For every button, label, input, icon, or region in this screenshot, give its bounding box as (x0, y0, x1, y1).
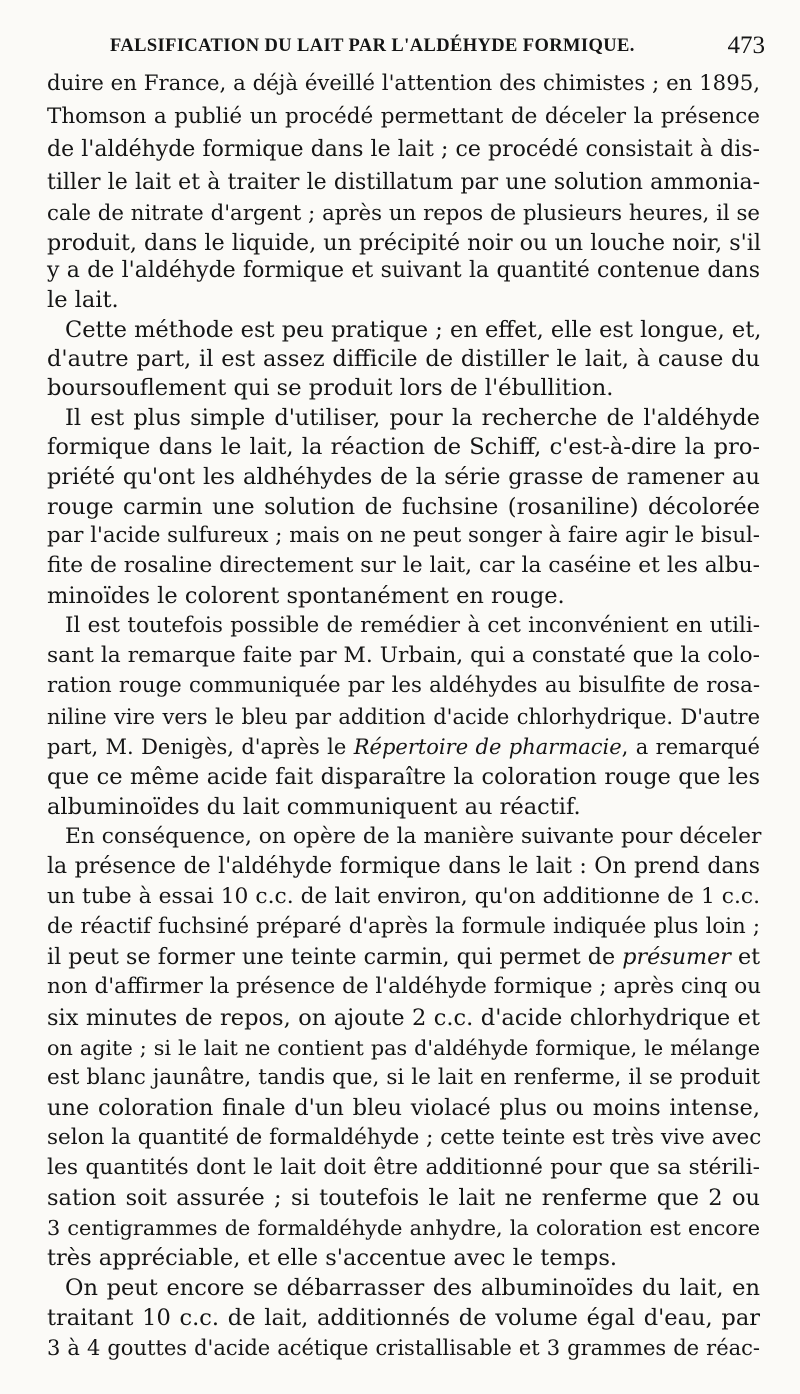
text-line: que ce même acide fait disparaître la coloration rouge que les (47, 764, 760, 790)
text-line: tiller le lait et à traiter le distillatum par une solution ammonia- (47, 170, 760, 195)
text-line: les quantités dont le lait doit être additionné pour que sa stérili- (47, 1155, 760, 1180)
text-line: le lait. (47, 287, 119, 313)
page-number: 473 (727, 32, 765, 59)
text-line: En conséquence, on opère de la manière suivante pour déceler (65, 824, 762, 849)
text-line: Cette méthode est peu pratique ; en effet, elle est longue, et, (65, 317, 762, 343)
text-line: priété qu'ont les aldhéhydes de la série grasse de ramener au (47, 464, 760, 490)
text-line: sant la remarque faite par M. Urbain, qui a constaté que la colo- (47, 643, 760, 668)
text-line: très appréciable, et elle s'accentue avec le temps. (47, 1245, 618, 1271)
text-line: Thomson a publié un procédé permettant de déceler la présence (47, 104, 760, 129)
text-line: selon la quantité de formaldéhyde ; cette teinte est très vive avec (47, 1125, 762, 1150)
text-line: il peut se former une teinte carmin, qui permet de présumer et (47, 944, 761, 970)
text-line: 3 à 4 gouttes d'acide acétique cristallisable et 3 grammes de réac- (47, 1336, 760, 1360)
text-line: y a de l'aldéhyde formique et suivant la quantité contenue dans (47, 258, 760, 283)
running-title: FALSIFICATION DU LAIT PAR L'ALDÉHYDE FORMIQUE. (110, 36, 635, 56)
text-line: la présence de l'aldéhyde formique dans le lait : On prend dans (47, 854, 760, 879)
text-line: sation soit assurée ; si toutefois le lait ne renferme que 2 ou (47, 1185, 760, 1211)
text-line: produit, dans le liquide, un précipité noir ou un louche noir, s'il (47, 230, 762, 256)
text-line: un tube à essai 10 c.c. de lait environ, qu'on additionne de 1 c.c. (47, 884, 760, 909)
text-line: formique dans le lait, la réaction de Schiff, c'est-à-dire la pro- (47, 434, 760, 460)
text-line: albuminoïdes du lait communiquent au réactif. (47, 794, 581, 820)
text-line: de réactif fuchsiné préparé d'après la formule indiquée plus loin ; (47, 914, 760, 939)
text-line: six minutes de repos, on ajoute 2 c.c. d'acide chlorhydrique et (47, 1005, 760, 1031)
text-line: de l'aldéhyde formique dans le lait ; ce procédé consistait à dis- (47, 137, 760, 162)
text-line: duire en France, a déjà éveillé l'attention des chimistes ; en 1895, (47, 71, 760, 96)
text-line: non d'affirmer la présence de l'aldéhyde formique ; après cinq ou (47, 974, 762, 999)
text-line: une coloration finale d'un bleu violacé plus ou moins intense, (47, 1095, 760, 1121)
text-line: Il est plus simple d'utiliser, pour la recherche de l'aldéhyde (65, 405, 760, 431)
text-line: par l'acide sulfureux ; mais on ne peut songer à faire agir le bisul- (47, 523, 760, 548)
text-line: d'autre part, il est assez difficile de distiller le lait, à cause du (47, 346, 760, 372)
page-header (110, 32, 765, 62)
text-line: minoïdes le colorent spontanément en rouge. (47, 583, 565, 609)
text-line: boursouflement qui se produit lors de l'ébullition. (47, 375, 614, 401)
text-line: rouge carmin une solution de fuchsine (rosaniline) décolorée (47, 494, 760, 520)
text-line: cale de nitrate d'argent ; après un repos de plusieurs heures, il se (47, 201, 760, 226)
text-line: traitant 10 c.c. de lait, additionnés de volume égal d'eau, par (47, 1305, 760, 1331)
text-line: fite de rosaline directement sur le lait, car la caséine et les albu- (47, 553, 760, 578)
text-line: On peut encore se débarrasser des albuminoïdes du lait, en (65, 1275, 760, 1301)
italic-phrase: présumer (622, 944, 731, 970)
text-line: niline vire vers le bleu par addition d'acide chlorhydrique. D'autre (47, 705, 760, 729)
text-line: part, M. Denigès, d'après le Répertoire de pharmacie, a remarqué (47, 735, 760, 759)
text-line: ration rouge communiquée par les aldéhydes au bisulfite de rosa- (47, 673, 760, 698)
text-line: Il est toutefois possible de remédier à cet inconvénient en utili- (65, 613, 760, 638)
text-line: on agite ; si le lait ne contient pas d'aldéhyde formique, le mélange (47, 1036, 760, 1060)
text-line: 3 centigrammes de formaldéhyde anhydre, la coloration est encore (47, 1216, 760, 1240)
italic-phrase: Répertoire de pharmacie (353, 735, 622, 759)
text-line: est blanc jaunâtre, tandis que, si le lait en renferme, il se produit (47, 1065, 760, 1090)
